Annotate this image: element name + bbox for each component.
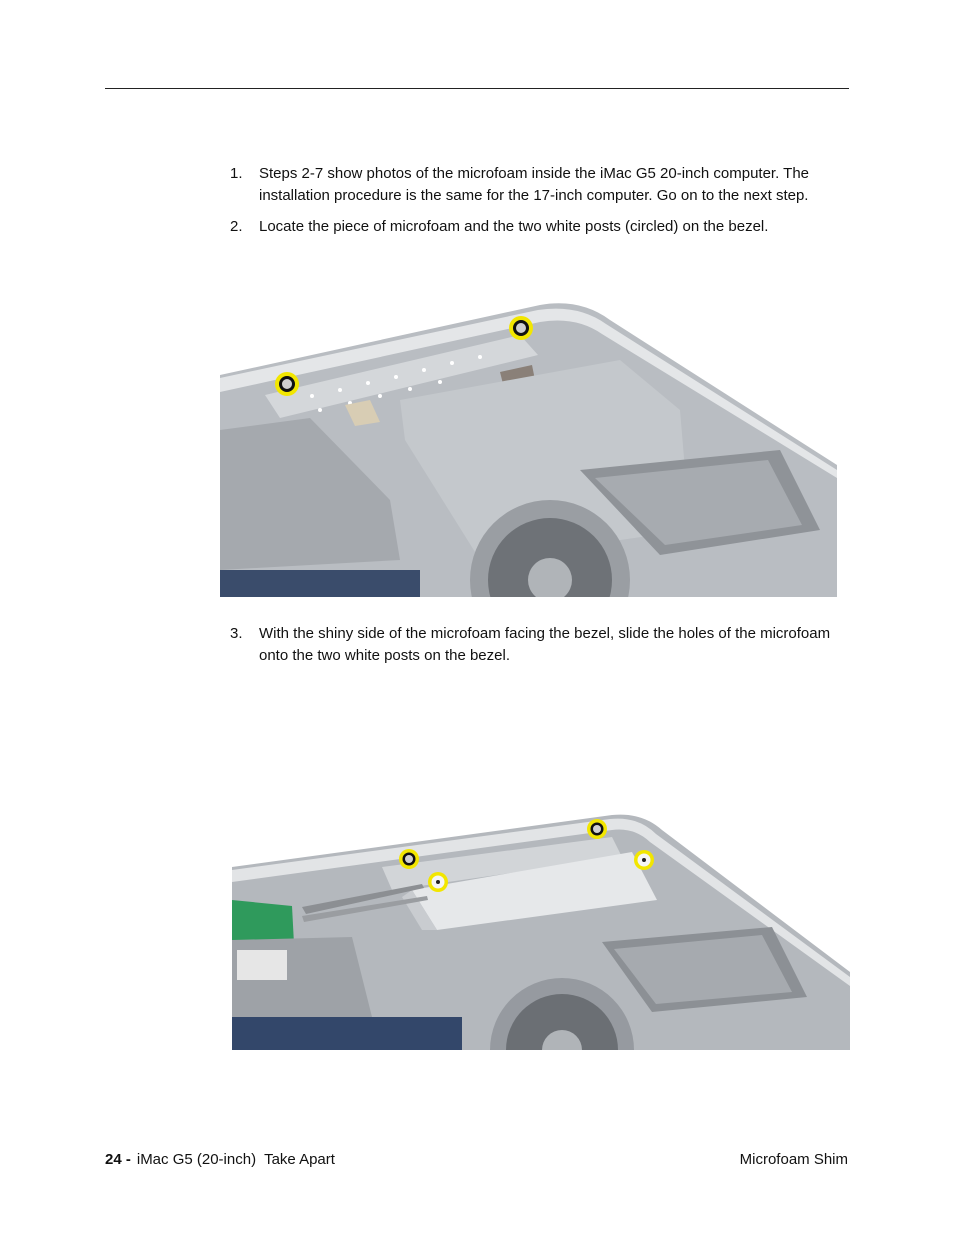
photo-bezel-posts	[220, 300, 837, 597]
footer-chapter: Microfoam Shim	[739, 1151, 848, 1168]
step-2	[230, 216, 850, 238]
footer-left	[105, 1151, 335, 1169]
step-3-number: 3.	[230, 625, 243, 642]
step-1	[230, 163, 850, 207]
step-1-text: Steps 2-7 show photos of the microfoam inside the iMac G5 20-inch computer. The installation procedure is the same for the 17-inch computer. Go on to the next step.	[259, 165, 810, 204]
photo-microfoam-installed	[232, 812, 850, 1050]
highlight-circle-left	[275, 372, 299, 396]
highlight-circle-right	[509, 316, 533, 340]
step-1-number: 1.	[230, 165, 243, 182]
doc-title: iMac G5 (20-inch)	[136, 1151, 257, 1168]
header-rule	[105, 88, 849, 89]
highlight-circle-4	[634, 850, 654, 870]
page-number: 24 -	[105, 1151, 131, 1168]
highlight-circle-1	[399, 849, 419, 869]
step-2-number: 2.	[230, 218, 243, 235]
highlight-circle-3	[587, 819, 607, 839]
step-3-text: With the shiny side of the microfoam facing the bezel, slide the holes of the microfoam onto the two white posts on the bezel.	[259, 625, 831, 664]
step-3	[230, 623, 850, 667]
step-2-text: Locate the piece of microfoam and the two white posts (circled) on the bezel.	[259, 218, 769, 235]
highlight-circle-2	[428, 872, 448, 892]
section-title: Take Apart	[264, 1151, 335, 1168]
